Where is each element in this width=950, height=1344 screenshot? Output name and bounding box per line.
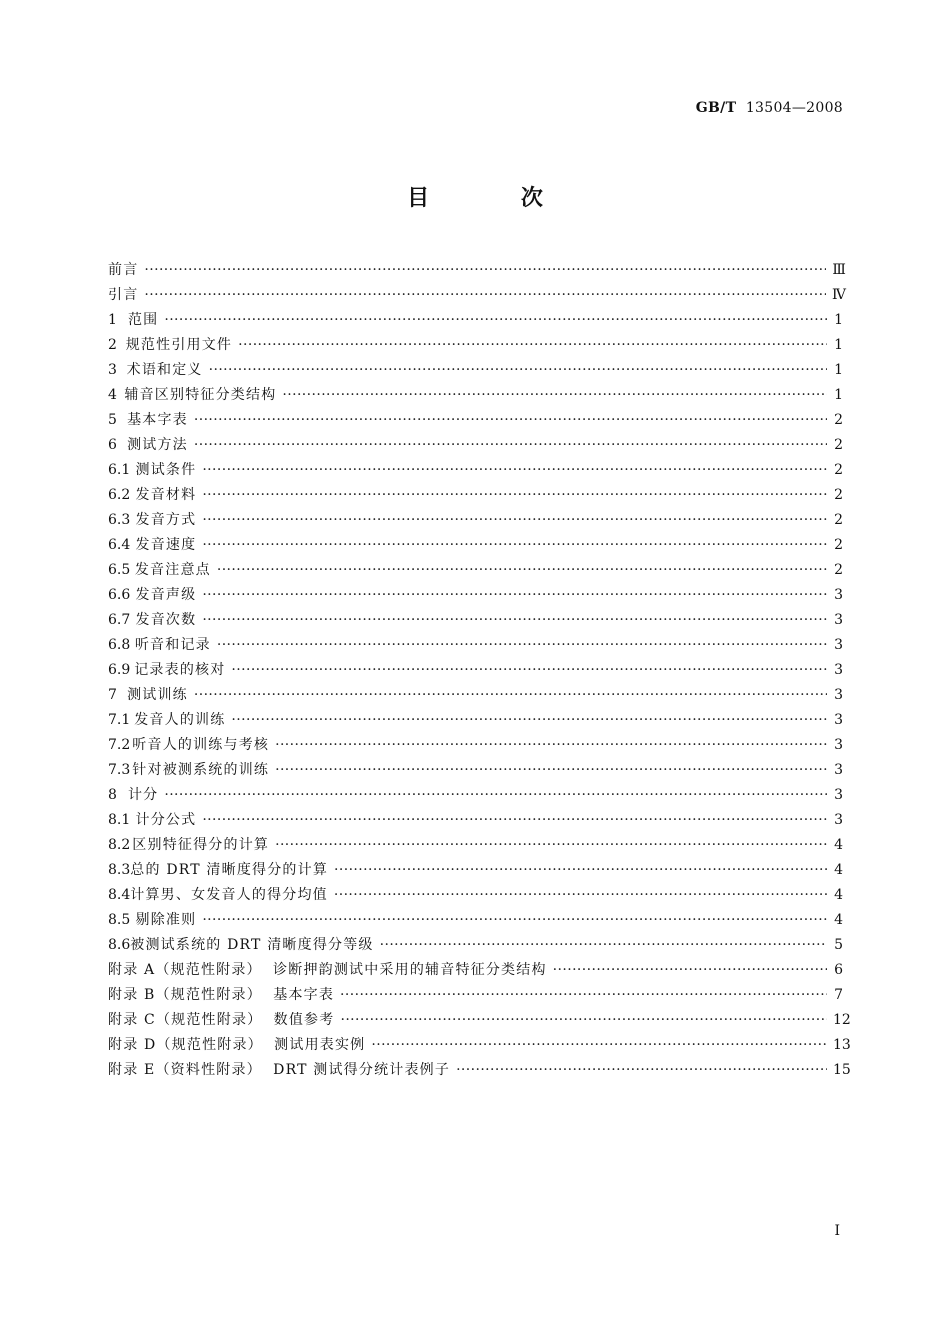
toc-entry-page: 6 [834,962,843,978]
toc-dot-leader [231,658,827,683]
toc-entry-page: 2 [834,412,843,428]
toc-entry-page: 1 [834,362,843,378]
toc-entry-title: 附录 C（规范性附录） 数值参考 [108,1012,335,1028]
toc-entry[interactable] [108,458,843,483]
toc-entry-title: 区别特征得分的计算 [132,837,270,853]
toc-dot-leader [144,283,826,308]
toc-dot-leader [202,508,827,533]
toc-dot-leader [371,1033,827,1058]
toc-entry-number: 1 [108,312,117,328]
toc-entry-page: 3 [834,812,843,828]
toc-entry[interactable] [108,1058,851,1083]
toc-entry-page: 3 [834,737,843,753]
toc-entry-number: 7.3 [108,762,131,778]
toc-entry-title: 发音方式 [135,512,197,528]
toc-dot-leader [194,433,827,458]
table-of-contents [108,258,851,1083]
toc-entry-page: 3 [834,787,843,803]
toc-entry-number: 8 [108,787,117,803]
toc-entry-title: 附录 A（规范性附录） 诊断押韵测试中采用的辅音特征分类结构 [108,962,547,978]
toc-entry-title: 基本字表 [127,412,188,428]
toc-entry-page: 3 [834,637,843,653]
toc-entry-page: 3 [834,662,843,678]
toc-entry[interactable] [108,733,843,758]
standard-code-number: 13504—2008 [745,100,843,116]
toc-entry-page: 2 [834,537,843,553]
toc-entry-page: 2 [834,437,843,453]
toc-dot-leader [202,908,827,933]
toc-entry[interactable] [108,708,843,733]
toc-entry[interactable] [108,833,843,858]
toc-dot-leader [340,1008,826,1033]
toc-entry-number: 6 [108,437,117,453]
toc-dot-leader [238,333,827,358]
toc-entry-page: 3 [834,712,843,728]
toc-dot-leader [275,833,827,858]
toc-entry[interactable] [108,333,843,358]
toc-entry-page: 15 [833,1062,851,1078]
toc-entry[interactable] [108,358,843,383]
toc-dot-leader [340,983,827,1008]
toc-entry-title: 发音材料 [135,487,197,503]
toc-entry-number: 8.5 [108,912,131,928]
toc-entry-number: 6.3 [108,512,131,528]
toc-entry-title: 测试方法 [127,437,188,453]
toc-entry-title: 附录 B（规范性附录） 基本字表 [108,987,335,1003]
toc-entry-title: 被测试系统的 DRT 清晰度得分等级 [130,937,374,953]
toc-entry[interactable] [108,933,843,958]
toc-entry-title: 附录 D（规范性附录） 测试用表实例 [108,1037,366,1053]
toc-entry[interactable] [108,508,843,533]
toc-entry-page: 13 [833,1037,851,1053]
toc-entry-page: 7 [834,987,843,1003]
toc-entry-title: 针对被测系统的训练 [132,762,270,778]
toc-entry[interactable] [108,608,843,633]
toc-entry-page: Ⅲ [832,262,846,278]
toc-dot-leader [334,858,827,883]
page-folio: I [834,1223,840,1239]
toc-entry-page: 2 [834,487,843,503]
toc-entry-number: 8.2 [108,837,131,853]
toc-entry-title: 前言 [108,262,139,278]
toc-dot-leader [202,533,827,558]
toc-entry-page: 2 [834,512,843,528]
toc-entry-page: 4 [834,912,843,928]
toc-entry[interactable] [108,383,843,408]
toc-entry-title: 记录表的核对 [134,662,226,678]
toc-entry-title: 听音人的训练与考核 [132,737,270,753]
toc-dot-leader [217,558,827,583]
toc-entry[interactable] [108,483,843,508]
toc-entry-title: 附录 E（资料性附录） DRT 测试得分统计表例子 [108,1062,451,1078]
standard-code-prefix: GB/T [695,100,737,116]
toc-entry-number: 4 [108,387,117,403]
toc-entry-number: 8.1 [108,812,131,828]
toc-entry[interactable] [108,633,843,658]
toc-dot-leader [202,483,827,508]
toc-entry[interactable] [108,658,843,683]
toc-entry-title: 范围 [127,312,159,328]
toc-entry-number: 5 [108,412,117,428]
toc-dot-leader [194,683,827,708]
toc-dot-leader [380,933,827,958]
toc-entry-page: 3 [834,687,843,703]
toc-dot-leader [209,358,827,383]
toc-entry-page: Ⅳ [831,287,846,303]
toc-dot-leader [456,1058,827,1083]
toc-entry[interactable] [108,558,843,583]
toc-entry-number: 8.3 [108,862,131,878]
toc-dot-leader [275,733,827,758]
toc-entry-title: 计分公式 [135,812,197,828]
toc-entry[interactable] [108,808,843,833]
toc-entry-title: 计分 [127,787,159,803]
toc-entry[interactable] [108,758,843,783]
toc-entry-number: 7.2 [108,737,131,753]
toc-entry-title: 术语和定义 [126,362,203,378]
toc-entry-page: 1 [834,387,843,403]
toc-entry-title: 发音速度 [135,537,197,553]
toc-entry[interactable] [108,883,843,908]
toc-entry[interactable] [108,1008,851,1033]
toc-dot-leader [553,958,827,983]
toc-entry-page: 3 [834,762,843,778]
toc-entry-title: 测试训练 [127,687,188,703]
toc-entry-number: 2 [108,337,117,353]
toc-entry-number: 6.8 [108,637,131,653]
toc-entry-number: 7.1 [108,712,131,728]
toc-entry[interactable] [108,308,843,333]
toc-entry-number: 8.6 [108,937,131,953]
toc-entry-title: 发音注意点 [134,562,211,578]
toc-dot-leader [282,383,827,408]
toc-dot-leader [202,458,827,483]
toc-entry-number: 6.1 [108,462,131,478]
toc-entry-page: 4 [834,837,843,853]
toc-entry[interactable] [108,958,843,983]
toc-entry-page: 2 [834,562,843,578]
toc-dot-leader [334,883,827,908]
toc-entry[interactable] [108,683,843,708]
toc-entry-page: 4 [834,887,843,903]
toc-entry-title: 发音人的训练 [134,712,226,728]
toc-entry-page: 1 [834,337,843,353]
toc-dot-leader [231,708,827,733]
toc-entry[interactable] [108,533,843,558]
toc-entry-title: 引言 [108,287,139,303]
toc-entry-number: 7 [108,687,117,703]
toc-entry-title: 计算男、女发音人的得分均值 [130,887,328,903]
toc-dot-leader [164,308,827,333]
toc-dot-leader [144,258,826,283]
page-title: 目 次 [407,186,585,211]
toc-dot-leader [202,583,827,608]
toc-entry-title: 测试条件 [135,462,197,478]
toc-entry-title: 听音和记录 [134,637,211,653]
toc-entry[interactable] [108,408,843,433]
toc-dot-leader [202,608,827,633]
toc-entry[interactable] [108,283,846,308]
toc-entry-title: 发音次数 [135,612,197,628]
toc-entry-number: 6.6 [108,587,131,603]
toc-entry-number: 6.4 [108,537,131,553]
toc-entry-title: 规范性引用文件 [125,337,233,353]
toc-entry-title: 总的 DRT 清晰度得分的计算 [130,862,329,878]
toc-entry-number: 6.2 [108,487,131,503]
toc-entry[interactable] [108,1033,851,1058]
toc-entry-title: 剔除准则 [135,912,197,928]
toc-entry[interactable] [108,583,843,608]
toc-entry-page: 4 [834,862,843,878]
toc-dot-leader [202,808,827,833]
toc-entry-number: 6.9 [108,662,131,678]
toc-entry-number: 8.4 [108,887,131,903]
toc-dot-leader [194,408,827,433]
toc-entry-page: 1 [834,312,843,328]
toc-entry-title: 辅音区别特征分类结构 [124,387,277,403]
toc-entry[interactable] [108,908,843,933]
toc-entry[interactable] [108,983,843,1008]
toc-entry-page: 2 [834,462,843,478]
standard-code [696,100,843,116]
toc-entry-title: 发音声级 [135,587,197,603]
toc-entry[interactable] [108,858,843,883]
toc-entry[interactable] [108,783,843,808]
toc-entry-number: 6.7 [108,612,131,628]
toc-dot-leader [164,783,827,808]
toc-entry[interactable] [108,433,843,458]
toc-entry-page: 3 [834,587,843,603]
toc-entry[interactable] [108,258,846,283]
toc-dot-leader [217,633,827,658]
toc-dot-leader [275,758,827,783]
toc-entry-number: 3 [108,362,117,378]
toc-entry-page: 12 [832,1012,851,1028]
toc-entry-number: 6.5 [108,562,131,578]
toc-entry-page: 3 [834,612,843,628]
toc-entry-page: 5 [834,937,843,953]
